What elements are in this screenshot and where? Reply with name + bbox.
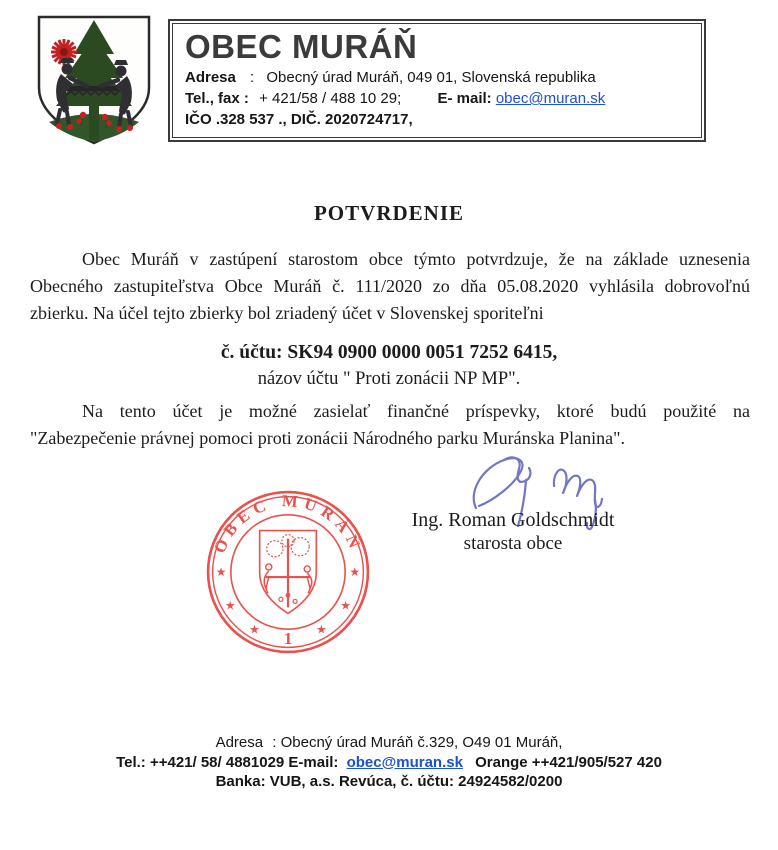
account-number: č. účtu: SK94 0900 0000 0051 7252 6415,	[220, 342, 558, 363]
star-icon: ★	[215, 565, 227, 580]
registration-line: IČO .328 537 ., DIČ. 2020724717,	[185, 111, 413, 128]
telfax-label: Tel., fax :	[185, 90, 249, 107]
paragraph-2	[30, 398, 750, 452]
paragraph-1-line-2: Obecného zastupiteľstva Obce Muráň č. 111/2020 zo dňa 05.08.2020 vyhlásila dobrovoľnú	[30, 276, 750, 296]
paragraph-1	[30, 246, 750, 327]
star-icon: ★	[249, 622, 261, 637]
official-round-stamp	[202, 486, 374, 658]
footer-orange-value: Orange ++421/905/527 420	[475, 753, 662, 771]
address-value: Obecný úrad Muráň, 049 01, Slovenská republika	[266, 69, 596, 86]
address-label: Adresa	[185, 69, 236, 86]
header-email-link[interactable]: obec@muran.sk	[495, 90, 606, 107]
paragraph-2-line-2: "Zabezpečenie právnej pomoci proti zonácii Národného parku Muránska Planina".	[30, 428, 625, 448]
account-name: názov účtu " Proti zonácii NP MP".	[257, 369, 521, 389]
telfax-value: + 421/58 / 488 10 29;	[259, 90, 402, 107]
org-name: OBEC MURÁŇ	[185, 28, 418, 65]
paragraph-1-line-1: Obec Muráň v zastúpení starostom obce týmto potvrdzuje, že na základe uznesenia	[82, 249, 750, 269]
footer-address-line	[0, 733, 778, 753]
paragraph-1-line-3: zbierku. Na účel tejto zbierky bol zriadený účet v Slovenskej sporiteľni	[30, 303, 544, 323]
footer-contact-line	[0, 753, 778, 773]
letterhead-telfax-line	[185, 88, 689, 109]
signatory-role: starosta obce	[463, 533, 563, 554]
stamp-ring-text: OBEC MURÁŇ	[209, 491, 367, 556]
stamp-number: 1	[283, 628, 293, 648]
star-icon: ★	[349, 565, 361, 580]
footer-tel-email-label: Tel.: ++421/ 58/ 4881029 E-mail:	[116, 753, 339, 771]
footer-address-value: : Obecný úrad Muráň č.329, O49 01 Muráň,	[272, 734, 563, 751]
signatory-name: Ing. Roman Goldschmidt	[411, 509, 615, 531]
footer-bank-line: Banka: VUB, a.s. Revúca, č. účtu: 24924582/0200	[215, 773, 563, 790]
star-icon: ★	[315, 622, 327, 637]
letterhead-address-line: Adresa : Obecný úrad Muráň, 049 01, Slovenská republika	[185, 69, 596, 86]
star-icon: ★	[224, 598, 236, 613]
municipal-coat-of-arms	[33, 12, 155, 148]
star-icon: ★	[340, 598, 352, 613]
account-block	[0, 340, 778, 392]
letterhead-box	[168, 19, 706, 142]
footer-email-link[interactable]: obec@muran.sk	[346, 753, 463, 771]
signatory-block	[382, 509, 644, 555]
document-title: POTVRDENIE	[313, 201, 465, 225]
footer	[0, 733, 778, 792]
paragraph-2-line-1: Na tento účet je možné zasielať finančné príspevky, ktoré budú použité na	[82, 401, 750, 421]
email-label: E- mail:	[437, 90, 492, 107]
footer-address-label: Adresa	[215, 734, 264, 751]
stamp-shield-art	[260, 531, 317, 614]
